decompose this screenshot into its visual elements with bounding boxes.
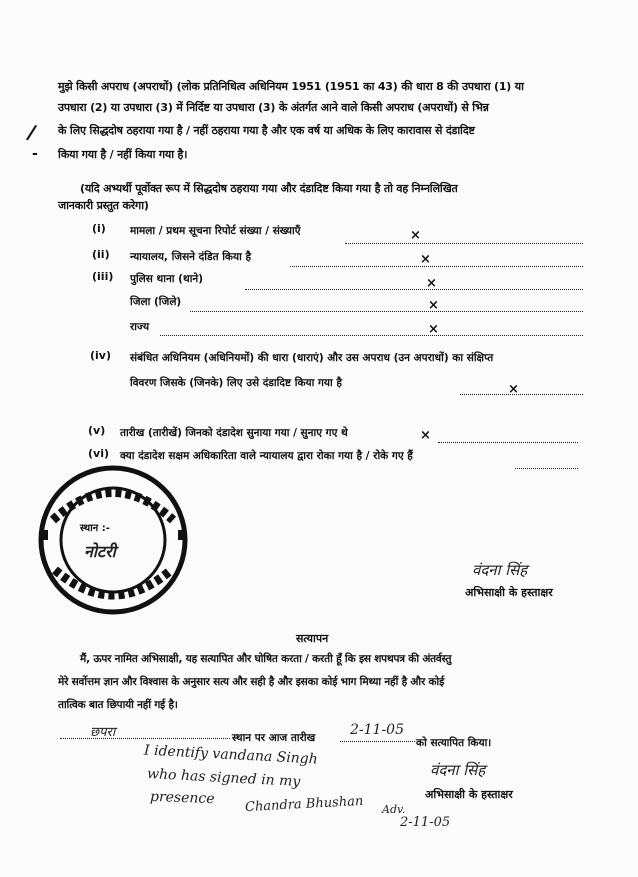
- stamp-place-label: स्थान :-: [80, 523, 110, 534]
- item-iii-blank: [245, 289, 583, 290]
- item-v-label: तारीख (तारीखें) जिनको दंडादेश सुनाया गया / सुनाए गए थे: [120, 427, 348, 439]
- item-ii-number: (ii): [92, 248, 110, 261]
- item-iv-label-cont: विवरण जिसके (जिनके) लिए उसे दंडादिष्ट किया गया है: [130, 377, 342, 389]
- item-i-label: मामला / प्रथम सूचना रिपोर्ट संख्या / संख्याएँ: [130, 225, 301, 237]
- identify-line2: who has signed in my: [146, 765, 301, 791]
- stamp-handwriting: नोटरी: [84, 542, 116, 561]
- place-blank: [60, 738, 230, 739]
- item-v-number: (v): [88, 424, 106, 437]
- place-text: स्थान पर आज तारीख: [232, 732, 316, 744]
- item-i-blank: [345, 243, 583, 244]
- district-blank: [190, 311, 583, 312]
- deponent-signature-label-2: अभिसाक्षी के हस्ताक्षर: [425, 788, 513, 801]
- date-blank: [340, 741, 415, 742]
- item-ii-cross: ×: [420, 252, 431, 267]
- para2-line1: (यदि अभ्यर्थी पूर्वोक्त रूप में सिद्धदोष ठहराया गया और दंडादिष्ट किया गया है तो वह निम्नलिखित: [80, 182, 458, 195]
- margin-slash-mark: /: [25, 119, 39, 145]
- item-vi-number: (vi): [88, 447, 109, 460]
- verification-line1: मैं, ऊपर नामित अभिसाक्षी, यह सत्यापित और घोषित करता / करती हूँ कि इस शपथपत्र की अंतर्वस्तु: [80, 653, 452, 665]
- item-ii-label: न्यायालय, जिसने दंडित किया है: [130, 251, 252, 263]
- item-iv-blank: [460, 394, 583, 395]
- state-blank: [160, 335, 583, 336]
- item-v-blank: [438, 442, 578, 443]
- item-iv-cross: ×: [508, 382, 519, 397]
- margin-dash-mark: -: [32, 146, 38, 162]
- witness-date: 2-11-05: [400, 815, 451, 830]
- district-cross: ×: [428, 298, 439, 313]
- para1-line3: के लिए सिद्धदोष ठहराया गया है / नहीं ठहराया गया है और एक वर्ष या अधिक के लिए कारावास से दंडादिष्ट: [58, 124, 475, 137]
- identify-line3: presence: [149, 788, 215, 808]
- verified-text: को सत्यापित किया।: [416, 737, 492, 749]
- item-iii-number: (iii): [92, 270, 114, 283]
- item-vi-label: क्या दंडादेश सक्षम अधिकारिता वाले न्यायालय द्वारा रोका गया है / रोके गए हैं: [120, 450, 413, 462]
- verification-heading: सत्यापन: [296, 632, 329, 645]
- item-v-cross: ×: [420, 428, 431, 443]
- verification-line2: मेरे सर्वोत्तम ज्ञान और विश्वास के अनुसार सत्य और सही है और इसका कोई भाग मिथ्या नहीं है और कोई: [58, 676, 445, 688]
- item-vi-blank: [515, 468, 578, 469]
- item-iii-cross: ×: [426, 276, 437, 291]
- state-cross: ×: [428, 322, 439, 337]
- item-iv-number: (iv): [90, 349, 111, 362]
- deponent-signature-2: वंदना सिंह: [430, 761, 486, 779]
- para1-line1: मुझे किसी अपराध (अपराधों) (लोक प्रतिनिधित्व अधिनियम 1951 (1951 का 43) की धारा 8 की उपधारा (1) या: [58, 80, 524, 93]
- witness-tag: Adv.: [382, 803, 406, 816]
- district-label: जिला (जिले): [130, 296, 182, 308]
- witness-name: Chandra Bhushan: [244, 793, 364, 816]
- para1-line4: किया गया है / नहीं किया गया है।: [58, 148, 188, 161]
- item-iii-label: पुलिस थाना (थाने): [130, 273, 204, 285]
- para2-line2: जानकारी प्रस्तुत करेगा): [58, 199, 149, 212]
- item-i-cross: ×: [410, 228, 421, 243]
- verification-line3: तात्विक बात छिपायी नहीं गई है।: [58, 699, 178, 711]
- item-i-number: (i): [92, 222, 106, 235]
- item-ii-blank: [290, 266, 583, 267]
- deponent-signature-label: अभिसाक्षी के हस्ताक्षर: [465, 586, 553, 599]
- item-iv-label: संबंधित अधिनियम (अधिनियमों) की धारा (धाराएं) और उस अपराध (उन अपराधों) का संक्षिप्त: [130, 352, 494, 364]
- state-label: राज्य: [130, 321, 150, 333]
- identify-line1: I identify vandana Singh: [143, 742, 319, 768]
- deponent-signature: वंदना सिंह: [472, 561, 528, 579]
- date-handwriting: 2-11-05: [350, 722, 404, 738]
- para1-line2: उपधारा (2) या उपधारा (3) में निर्दिष्ट या उपधारा (3) के अंतर्गत आने वाले किसी अपराध (अपराधों) से भिन्न: [58, 101, 489, 114]
- place-handwriting: छपरा: [90, 725, 116, 740]
